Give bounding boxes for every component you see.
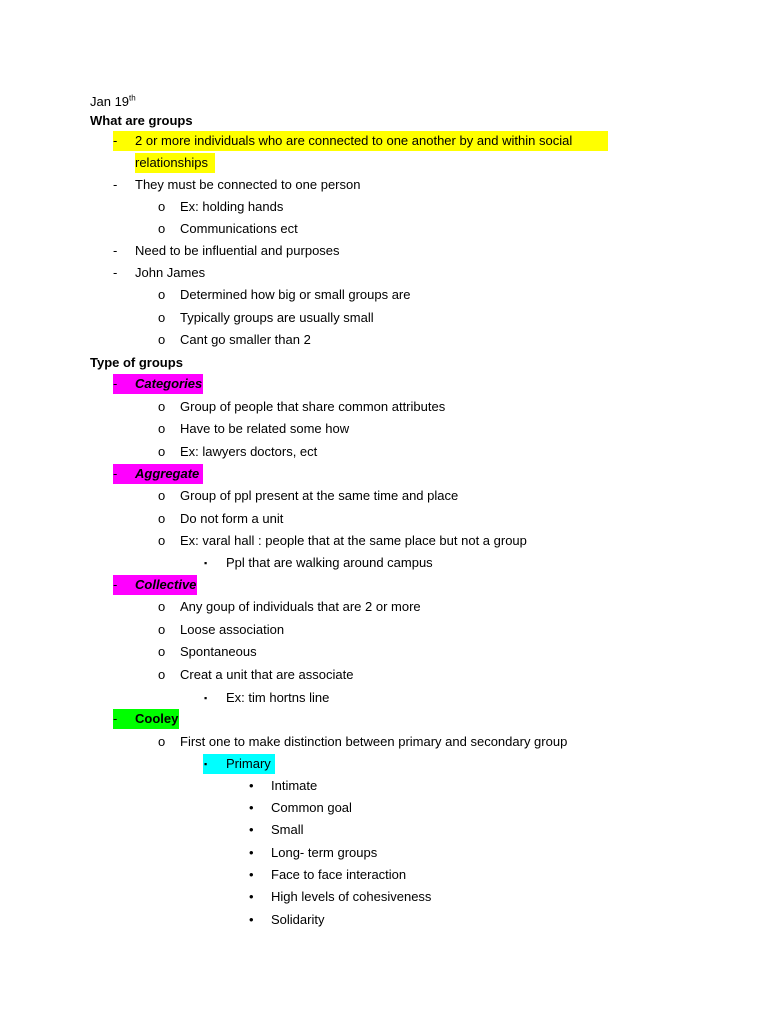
list-item: Loose association [180, 622, 285, 637]
list-item: Ppl that are walking around campus [226, 555, 433, 570]
heading-what-are-groups: What are groups [90, 113, 193, 128]
date-text: Jan 19 [90, 94, 130, 109]
list-item: Face to face interaction [271, 867, 407, 882]
list-item: Small [271, 822, 304, 837]
list-item: Group of ppl present at the same time and place [180, 488, 459, 503]
list-item: Typically groups are usually small [180, 310, 374, 325]
dash-marker: - [113, 466, 118, 481]
circle-marker: o [158, 287, 166, 302]
circle-marker: o [158, 399, 166, 414]
list-item: Ex: varal hall : people that at the same place but not a group [180, 533, 527, 548]
list-item: Spontaneous [180, 644, 257, 659]
list-item: Need to be influential and purposes [135, 243, 340, 258]
bullet-marker: • [249, 822, 254, 837]
list-item: Solidarity [271, 912, 325, 927]
list-item: First one to make distinction between primary and secondary group [180, 734, 568, 749]
definition-line-1: 2 or more individuals who are connected to one another by and within social [135, 133, 573, 148]
circle-marker: o [158, 734, 166, 749]
list-item: They must be connected to one person [135, 177, 361, 192]
dash-marker: - [113, 265, 118, 280]
bullet-marker: • [249, 912, 254, 927]
list-item: John James [135, 265, 206, 280]
dash-marker: - [113, 177, 118, 192]
circle-marker: o [158, 511, 166, 526]
date-line [90, 93, 136, 111]
circle-marker: o [158, 310, 166, 325]
circle-marker: o [158, 599, 166, 614]
circle-marker: o [158, 199, 166, 214]
bullet-marker: • [249, 889, 254, 904]
list-item: Long- term groups [271, 845, 378, 860]
list-item: Any goup of individuals that are 2 or more [180, 599, 421, 614]
bullet-marker: • [249, 778, 254, 793]
label-cooley: Cooley [135, 711, 179, 726]
square-marker: ▪ [204, 693, 208, 703]
bullet-marker: • [249, 867, 254, 882]
label-aggregate: Aggregate [135, 466, 200, 481]
list-item: Ex: lawyers doctors, ect [180, 444, 318, 459]
circle-marker: o [158, 533, 166, 548]
date-superscript: th [129, 93, 136, 103]
circle-marker: o [158, 332, 166, 347]
list-item: Determined how big or small groups are [180, 287, 411, 302]
dash-marker: - [113, 243, 118, 258]
dash-marker: - [113, 711, 118, 726]
dash-marker: - [113, 577, 118, 592]
list-item: Creat a unit that are associate [180, 667, 354, 682]
bullet-marker: • [249, 845, 254, 860]
circle-marker: o [158, 444, 166, 459]
bullet-marker: • [249, 800, 254, 815]
circle-marker: o [158, 667, 166, 682]
circle-marker: o [158, 644, 166, 659]
list-item: Do not form a unit [180, 511, 284, 526]
label-collective: Collective [135, 577, 197, 592]
circle-marker: o [158, 221, 166, 236]
list-item: Communications ect [180, 221, 298, 236]
list-item: Cant go smaller than 2 [180, 332, 311, 347]
list-item: High levels of cohesiveness [271, 889, 432, 904]
square-marker: ▪ [204, 558, 208, 568]
list-item: Group of people that share common attributes [180, 399, 446, 414]
heading-type-of-groups: Type of groups [90, 355, 183, 370]
circle-marker: o [158, 488, 166, 503]
dash-marker: - [113, 376, 118, 391]
list-item: Intimate [271, 778, 318, 793]
circle-marker: o [158, 421, 166, 436]
list-item: Ex: tim hortns line [226, 690, 330, 705]
label-primary: Primary [226, 756, 271, 771]
square-marker: ▪ [204, 759, 208, 769]
circle-marker: o [158, 622, 166, 637]
label-categories: Categories [135, 376, 203, 391]
list-item: Common goal [271, 800, 352, 815]
list-item: Have to be related some how [180, 421, 350, 436]
dash-marker: - [113, 133, 118, 148]
definition-line-2: relationships [135, 155, 208, 170]
list-item: Ex: holding hands [180, 199, 284, 214]
